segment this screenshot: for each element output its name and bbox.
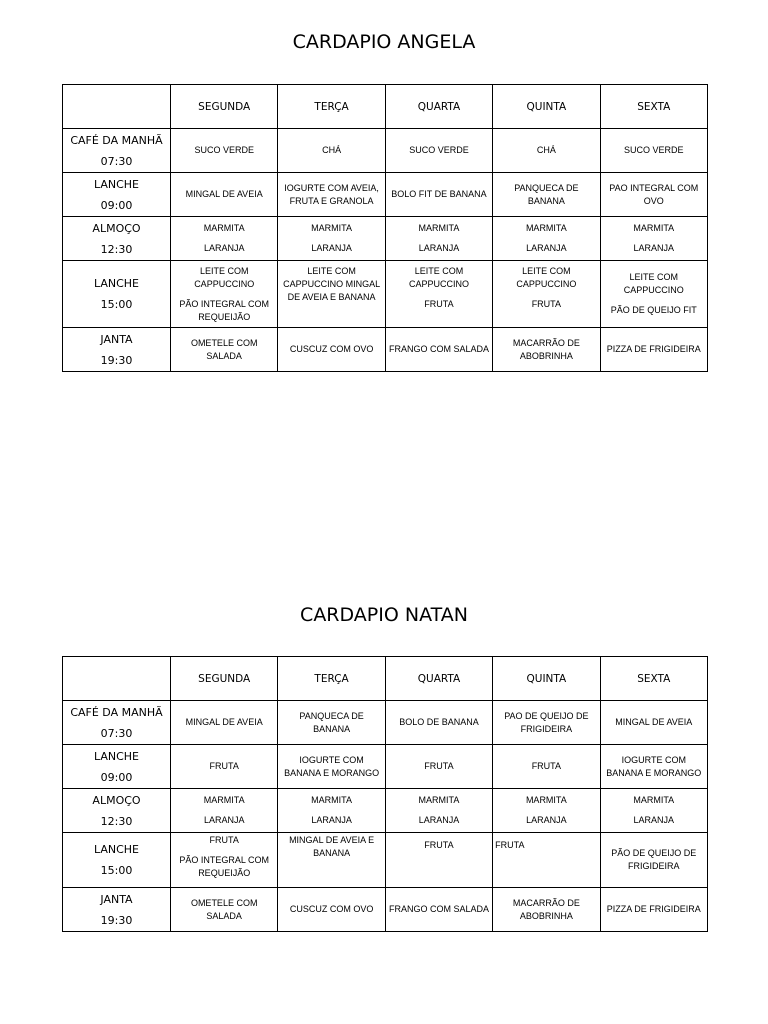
menu-item: PIZZA DE FRIGIDEIRA bbox=[606, 344, 701, 354]
menu-item: MINGAL DE AVEIA bbox=[185, 189, 263, 199]
meal-cell bbox=[63, 745, 171, 789]
menu-item: MARMITA bbox=[633, 795, 675, 805]
menu-item: MARMITA bbox=[525, 795, 567, 805]
menu-cell bbox=[385, 328, 492, 372]
meal-name: CAFÉ DA MANHÃ bbox=[70, 705, 163, 719]
menu-cell bbox=[385, 888, 492, 932]
menu-item: LARANJA bbox=[203, 815, 245, 825]
menu-cell bbox=[600, 217, 707, 261]
menu-item: PAO DE QUEIJO DE FRIGIDEIRA bbox=[504, 710, 589, 734]
menu-cell bbox=[600, 888, 707, 932]
menu-cell bbox=[385, 745, 492, 789]
menu-item: LEITE COM CAPPUCCINO bbox=[623, 272, 684, 295]
menu-item: PÃO INTEGRAL COM REQUEIJÃO bbox=[179, 855, 270, 878]
menu-item: LEITE COM CAPPUCCINO bbox=[194, 265, 255, 289]
day-header: QUINTA bbox=[493, 657, 600, 701]
day-header: QUARTA bbox=[385, 85, 492, 129]
meal-time: 19:30 bbox=[100, 353, 133, 367]
menu-cell bbox=[493, 328, 600, 372]
menu-cell bbox=[171, 888, 278, 932]
menu-item: OMETELE COM SALADA bbox=[190, 897, 258, 921]
meal-cell bbox=[63, 888, 171, 932]
meal-cell bbox=[63, 789, 171, 833]
menu-cell bbox=[600, 745, 707, 789]
menu-item: FRUTA bbox=[209, 761, 239, 771]
menu-cell bbox=[171, 261, 278, 328]
menu-title-angela: CARDAPIO ANGELA bbox=[292, 31, 476, 53]
menu-item: CHÁ bbox=[536, 145, 556, 155]
menu-cell bbox=[385, 789, 492, 833]
menu-cell bbox=[278, 833, 385, 888]
menu-cell bbox=[278, 173, 385, 217]
menu-item: LARANJA bbox=[633, 243, 675, 253]
meal-cell bbox=[63, 701, 171, 745]
menu-item: MARMITA bbox=[203, 795, 245, 805]
menu-cell bbox=[493, 888, 600, 932]
meal-cell bbox=[63, 129, 171, 173]
table-row bbox=[63, 745, 708, 789]
menu-cell bbox=[493, 217, 600, 261]
menu-item: LARANJA bbox=[311, 815, 352, 825]
table-row bbox=[63, 217, 708, 261]
menu-cell bbox=[385, 173, 492, 217]
meal-time: 07:30 bbox=[100, 154, 133, 168]
menu-item: MACARRÃO DE ABOBRINHA bbox=[512, 897, 580, 921]
day-header: QUARTA bbox=[385, 657, 492, 701]
menu-item: FRUTA bbox=[424, 840, 454, 850]
table-row bbox=[63, 261, 708, 328]
menu-item: MARMITA bbox=[311, 795, 352, 805]
meal-cell bbox=[63, 261, 171, 328]
day-header: TERÇA bbox=[278, 85, 385, 129]
menu-table-angela bbox=[62, 84, 708, 372]
menu-item: FRUTA bbox=[495, 840, 525, 850]
menu-cell bbox=[385, 217, 492, 261]
menu-item: PÃO DE QUEIJO FIT bbox=[610, 305, 697, 315]
meal-time: 09:00 bbox=[100, 770, 133, 784]
menu-cell bbox=[493, 701, 600, 745]
day-header: SEGUNDA bbox=[171, 85, 278, 129]
menu-item: LARANJA bbox=[311, 243, 352, 253]
menu-cell bbox=[600, 328, 707, 372]
meal-name: JANTA bbox=[100, 332, 133, 346]
header-row bbox=[63, 85, 708, 129]
menu-item: FRUTA bbox=[531, 299, 562, 309]
menu-item: FRUTA bbox=[424, 761, 454, 771]
menu-cell bbox=[600, 129, 707, 173]
menu-item: MARMITA bbox=[525, 223, 567, 233]
menu-item: BOLO DE BANANA bbox=[399, 717, 479, 727]
menu-cell bbox=[600, 833, 707, 888]
menu-item: PANQUECA DE BANANA bbox=[514, 182, 579, 206]
menu-cell bbox=[385, 701, 492, 745]
menu-item: BOLO FIT DE BANANA bbox=[391, 189, 487, 199]
menu-cell bbox=[171, 745, 278, 789]
menu-cell bbox=[385, 261, 492, 328]
meal-cell bbox=[63, 217, 171, 261]
menu-cell bbox=[171, 701, 278, 745]
menu-cell bbox=[171, 173, 278, 217]
table-row bbox=[63, 701, 708, 745]
menu-item: SUCO VERDE bbox=[194, 145, 254, 155]
menu-item: IOGURTE COM AVEIA, FRUTA E GRANOLA bbox=[284, 182, 379, 206]
meal-time: 07:30 bbox=[100, 726, 133, 740]
menu-item: PIZZA DE FRIGIDEIRA bbox=[606, 904, 701, 914]
menu-item: FRUTA bbox=[531, 761, 562, 771]
menu-cell bbox=[493, 789, 600, 833]
menu-cell bbox=[600, 789, 707, 833]
menu-item: MARMITA bbox=[311, 223, 352, 233]
day-header: SEXTA bbox=[600, 85, 707, 129]
meal-cell bbox=[63, 328, 171, 372]
menu-cell bbox=[493, 745, 600, 789]
menu-item: LARANJA bbox=[418, 815, 460, 825]
meal-cell bbox=[63, 833, 171, 888]
menu-item: FRANGO COM SALADA bbox=[388, 904, 489, 914]
menu-cell bbox=[278, 745, 385, 789]
menu-item: CUSCUZ COM OVO bbox=[289, 904, 374, 914]
table-row bbox=[63, 173, 708, 217]
menu-cell bbox=[385, 833, 492, 888]
menu-item: FRUTA bbox=[424, 299, 454, 309]
menu-cell bbox=[278, 129, 385, 173]
menu-item: MINGAL DE AVEIA bbox=[185, 717, 263, 727]
table-row bbox=[63, 328, 708, 372]
menu-cell bbox=[493, 173, 600, 217]
menu-cell bbox=[278, 261, 385, 328]
menu-item: MARMITA bbox=[418, 795, 460, 805]
day-header: TERÇA bbox=[278, 657, 385, 701]
menu-item: MACARRÃO DE ABOBRINHA bbox=[512, 337, 580, 361]
menu-item: IOGURTE COM BANANA E MORANGO bbox=[606, 754, 702, 778]
menu-item: OMETELE COM SALADA bbox=[190, 337, 258, 361]
meal-name: JANTA bbox=[100, 892, 133, 906]
menu-item: FRANGO COM SALADA bbox=[388, 344, 489, 354]
table-row bbox=[63, 888, 708, 932]
menu-item: SUCO VERDE bbox=[624, 145, 684, 155]
menu-item: CUSCUZ COM OVO bbox=[289, 344, 374, 354]
menu-cell bbox=[171, 217, 278, 261]
menu-item: LARANJA bbox=[203, 243, 245, 253]
menu-item: FRUTA bbox=[209, 835, 239, 845]
menu-cell bbox=[278, 328, 385, 372]
table-row bbox=[63, 833, 708, 888]
menu-cell bbox=[385, 129, 492, 173]
menu-cell bbox=[278, 789, 385, 833]
menu-item: PÃO INTEGRAL COM REQUEIJÃO bbox=[179, 298, 270, 322]
menu-item: LEITE COM CAPPUCCINO MINGAL DE AVEIA E BANANA bbox=[283, 266, 381, 302]
menu-cell bbox=[600, 173, 707, 217]
meal-time: 12:30 bbox=[100, 814, 133, 828]
menu-cell bbox=[600, 701, 707, 745]
table-row bbox=[63, 129, 708, 173]
meal-time: 12:30 bbox=[100, 242, 133, 256]
menu-item: LARANJA bbox=[526, 815, 567, 825]
table-row bbox=[63, 789, 708, 833]
menu-item: PÃO DE QUEIJO DE FRIGIDEIRA bbox=[611, 848, 697, 871]
meal-name: ALMOÇO bbox=[92, 793, 141, 807]
menu-item: CHÁ bbox=[322, 145, 342, 155]
menu-cell bbox=[171, 789, 278, 833]
menu-cell bbox=[171, 129, 278, 173]
menu-item: LARANJA bbox=[418, 243, 460, 253]
menu-cell bbox=[278, 888, 385, 932]
meal-name: LANCHE bbox=[93, 843, 140, 856]
menu-title-natan: CARDAPIO NATAN bbox=[300, 604, 468, 626]
menu-item: LARANJA bbox=[526, 243, 567, 253]
meal-name: ALMOÇO bbox=[92, 221, 141, 235]
day-header: SEXTA bbox=[600, 657, 707, 701]
header-corner-cell bbox=[63, 657, 171, 701]
menu-cell bbox=[493, 129, 600, 173]
meal-name: LANCHE bbox=[93, 749, 140, 763]
meal-time: 15:00 bbox=[100, 298, 133, 311]
header-row bbox=[63, 657, 708, 701]
menu-item: PAO INTEGRAL COM OVO bbox=[609, 182, 699, 206]
meal-name: LANCHE bbox=[93, 277, 140, 290]
menu-table-natan bbox=[62, 656, 708, 932]
menu-item: LEITE COM CAPPUCCINO bbox=[408, 266, 469, 289]
meal-name: LANCHE bbox=[93, 177, 140, 191]
menu-item: MARMITA bbox=[418, 223, 460, 233]
menu-item: LARANJA bbox=[633, 815, 675, 825]
menu-item: MARMITA bbox=[633, 223, 675, 233]
header-corner-cell bbox=[63, 85, 171, 129]
menu-cell bbox=[278, 217, 385, 261]
menu-item: PANQUECA DE BANANA bbox=[299, 710, 364, 734]
day-header: QUINTA bbox=[493, 85, 600, 129]
menu-item: IOGURTE COM BANANA E MORANGO bbox=[284, 754, 380, 778]
meal-time: 15:00 bbox=[100, 864, 133, 877]
menu-cell bbox=[600, 261, 707, 328]
menu-item: MINGAL DE AVEIA E BANANA bbox=[289, 835, 375, 858]
menu-cell bbox=[493, 261, 600, 328]
menu-item: MINGAL DE AVEIA bbox=[615, 717, 693, 727]
menu-cell bbox=[278, 701, 385, 745]
meal-name: CAFÉ DA MANHÃ bbox=[70, 133, 163, 147]
meal-time: 09:00 bbox=[100, 198, 133, 212]
meal-cell bbox=[63, 173, 171, 217]
menu-item: LEITE COM CAPPUCCINO bbox=[516, 266, 577, 289]
menu-cell bbox=[171, 328, 278, 372]
day-header: SEGUNDA bbox=[171, 657, 278, 701]
meal-time: 19:30 bbox=[100, 913, 133, 927]
menu-item: SUCO VERDE bbox=[409, 145, 469, 155]
menu-item: MARMITA bbox=[203, 223, 245, 233]
menu-cell bbox=[493, 833, 600, 888]
menu-cell bbox=[171, 833, 278, 888]
